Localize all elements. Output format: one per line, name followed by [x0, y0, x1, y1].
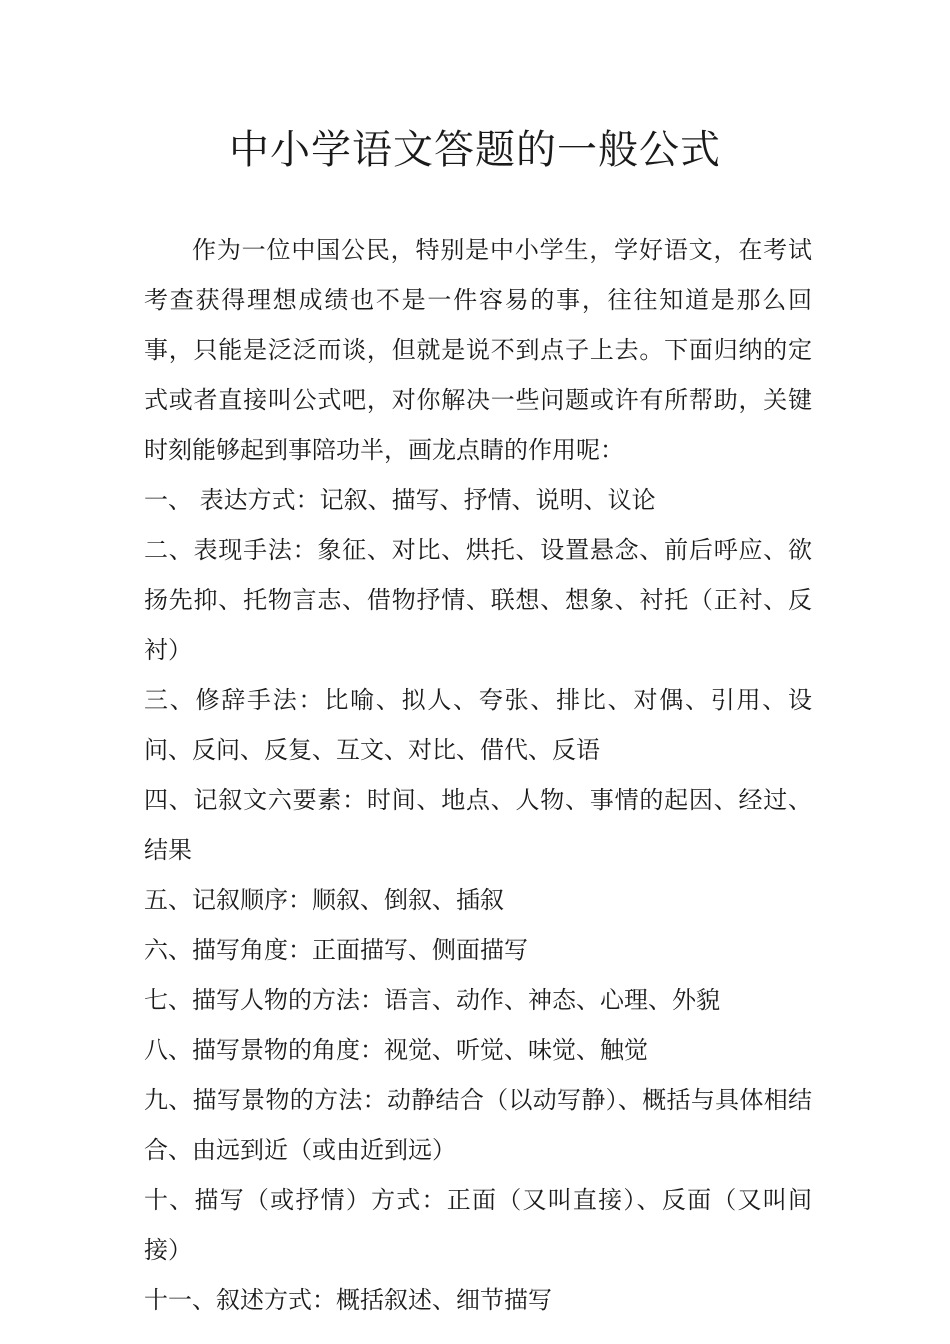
list-item: 六、描写角度：正面描写、侧面描写 [144, 936, 528, 964]
document-body [144, 225, 812, 1325]
list-item: 二、表现手法：象征、对比、烘托、设置悬念、前后呼应、欲扬先抑、托物言志、借物抒情、联想、想象、衬托（正衬、反衬） [144, 536, 812, 664]
intro-paragraph: 作为一位中国公民，特别是中小学生，学好语文，在考试考查获得理想成绩也不是一件容易的事，往往知道是那么回事，只能是泛泛而谈，但就是说不到点子上去。下面归纳的定式或者直接叫公式吧，对你解决一些问题或许有所帮助，关键时刻能够起到事陪功半，画龙点睛的作用呢： [144, 236, 812, 464]
list-item: 一、 表达方式：记叙、描写、抒情、说明、议论 [144, 486, 656, 514]
list-item: 三、修辞手法：比喻、拟人、夸张、排比、对偶、引用、设问、反问、反复、互文、对比、借代、反语 [144, 686, 812, 764]
list-item: 五、记叙顺序：顺叙、倒叙、插叙 [144, 886, 504, 914]
list-item: 九、描写景物的方法：动静结合（以动写静）、概括与具体相结合、由远到近（或由近到远） [144, 1086, 812, 1164]
document-title: 中小学语文答题的一般公式 [229, 127, 721, 173]
list-item: 十、描写（或抒情）方式：正面（又叫直接）、反面（又叫间接） [144, 1186, 812, 1264]
list-item: 七、描写人物的方法：语言、动作、神态、心理、外貌 [144, 986, 720, 1014]
list-item: 四、记叙文六要素：时间、地点、人物、事情的起因、经过、结果 [144, 786, 812, 864]
list-item: 十一、叙述方式：概括叙述、细节描写 [144, 1286, 552, 1314]
list-item: 八、描写景物的角度：视觉、听觉、味觉、触觉 [144, 1036, 648, 1064]
